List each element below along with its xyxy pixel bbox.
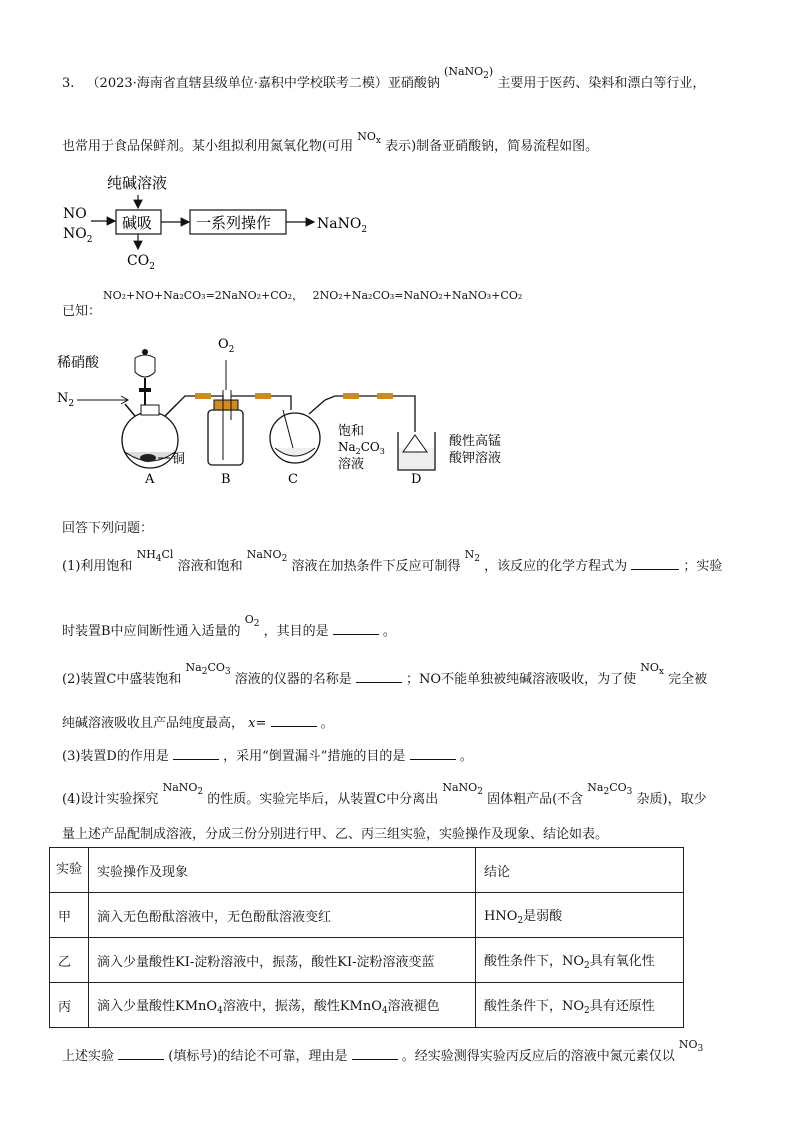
flow-box-absorb-label: 碱吸 xyxy=(122,214,153,232)
nox-sub: x xyxy=(375,136,381,146)
table-cell-id: 甲 xyxy=(50,893,89,938)
copper-piece xyxy=(140,454,156,462)
label-o2: $O_2$ xyxy=(218,337,235,355)
flow-input-no: NO xyxy=(63,206,87,222)
q1-text-e: ；实验 xyxy=(683,559,723,574)
q4-line2: 量上述产品配制成溶液，分成三份分别进行甲、乙、丙三组实验，实验操作及现象、结论如表。 xyxy=(62,827,609,842)
label-saturated: 饱和 xyxy=(338,424,365,439)
label-solution: 溶液 xyxy=(338,457,365,472)
question-source: （2023·海南省直辖县级单位·嘉积中学校联考二模）亚硝酸钠 xyxy=(86,76,440,91)
final-text-b: (填标号)的结论不可靠，理由是 xyxy=(168,1049,348,1064)
q2-text-c: ；NO不能单独被纯碱溶液吸收，为了使 xyxy=(406,672,637,687)
label-na2co3: $Na_2CO_3$ xyxy=(338,440,385,456)
q2-x-equals: x= xyxy=(248,716,267,731)
known-label: 已知： xyxy=(62,304,102,319)
line2-text-b: 表示)制备亚硝酸钠，简易流程如图。 xyxy=(385,139,599,154)
q1-text-b: 溶液和饱和 xyxy=(177,559,243,574)
q4-line1 xyxy=(62,781,707,809)
q2-answer-blank-1[interactable] xyxy=(356,682,402,683)
q1-text-g: ，其目的是 xyxy=(263,624,329,639)
final-answer-blank-2[interactable] xyxy=(352,1059,398,1060)
flow-input-no2: $NO_2$ xyxy=(63,226,93,245)
formula-nano2-q1: NaNO2 xyxy=(246,548,288,564)
formula-sub: 2 xyxy=(483,71,489,81)
bottle-b xyxy=(208,410,243,465)
q1-text-c: 溶液在加热条件下反应可制得 xyxy=(291,559,461,574)
formula-o2-q1: O2 xyxy=(244,613,260,629)
q4-text-b: 的性质。实验完毕后，从装置C中分离出 xyxy=(207,792,439,807)
flow-byproduct: $CO_2$ xyxy=(127,253,155,272)
label-n2: $N_2$ xyxy=(57,391,75,409)
formula-n2-q1: N2 xyxy=(464,548,480,564)
q4-text-c: 固体粗产品(不含 xyxy=(487,792,584,807)
table-row xyxy=(50,893,684,938)
formula-nox-q2: NOx xyxy=(640,661,664,677)
label-d: D xyxy=(411,472,422,487)
flow-diagram xyxy=(55,170,385,275)
table-header-id: 实验 xyxy=(50,848,89,893)
table-cell-operation: 滴入少量酸性KI-淀粉溶液中，振荡，酸性KI-淀粉溶液变蓝 xyxy=(89,938,476,983)
flow-output: NaNO$_2$ xyxy=(317,216,368,235)
apparatus-diagram xyxy=(55,330,525,490)
nox-text: NO xyxy=(357,130,376,143)
q4-text-d: 杂质)，取少 xyxy=(636,792,707,807)
q2-text-f: 。 xyxy=(320,716,334,731)
table-cell-id: 乙 xyxy=(50,938,89,983)
label-copper: 铜 xyxy=(172,452,186,467)
formula-nano2-q4b: NaNO2 xyxy=(442,781,483,797)
formula-no3: NO3 xyxy=(678,1038,704,1054)
q1-text-a: (1)利用饱和 xyxy=(62,559,133,574)
q4-text-a: (4)设计实验探究 xyxy=(62,792,159,807)
question-line-2 xyxy=(62,130,599,156)
q2-line2 xyxy=(62,712,334,731)
q1-line2 xyxy=(62,613,396,641)
formula-nano2-q4a: NaNO2 xyxy=(162,781,204,797)
answer-prompt: 回答下列问题： xyxy=(62,521,154,536)
q1-text-f: 时装置B中应间断性通入适量的 xyxy=(62,624,241,639)
formula-text: NaNO xyxy=(448,65,484,78)
final-text-a: 上述实验 xyxy=(62,1049,115,1064)
q1-text-d: ，该反应的化学方程式为 xyxy=(484,559,628,574)
q2-text-d: 完全被 xyxy=(668,672,708,687)
q1-answer-blank-1[interactable] xyxy=(631,569,679,570)
table-row xyxy=(50,938,684,983)
flow-top-reagent: 纯碱溶液 xyxy=(107,174,168,192)
table-header-operation: 实验操作及现象 xyxy=(89,848,476,893)
q3-answer-blank-2[interactable] xyxy=(410,759,456,760)
final-line xyxy=(62,1038,704,1066)
q2-text-a: (2)装置C中盛装饱和 xyxy=(62,672,182,687)
flow-box-operations-label: 一系列操作 xyxy=(196,214,272,232)
table-cell-conclusion: $HNO_2$是弱酸 xyxy=(476,893,684,938)
known-eq-2: 2NO₂+Na₂CO₃=NaNO₂+NaNO₃+CO₂ xyxy=(312,289,523,302)
table-cell-id: 丙 xyxy=(50,983,89,1028)
table-cell-operation: 滴入少量酸性KMnO$_4$溶液中，振荡，酸性KMnO$_4$溶液褪色 xyxy=(89,983,476,1028)
known-eq-1: NO₂+NO+Na₂CO₃=2NaNO₂+CO₂， xyxy=(103,289,304,302)
q2-text-b: 溶液的仪器的名称是 xyxy=(234,672,352,687)
question-header xyxy=(62,65,706,93)
q1-line1 xyxy=(62,548,723,576)
q2-answer-blank-2[interactable] xyxy=(271,726,317,727)
formula-na2co3-q2: Na2CO3 xyxy=(185,661,231,677)
table-cell-operation: 滴入无色酚酞溶液中，无色酚酞溶液变红 xyxy=(89,893,476,938)
q1-answer-blank-2[interactable] xyxy=(333,634,379,635)
q2-line1 xyxy=(62,661,708,689)
question-intro-rest: 主要用于医药、染料和漂白等行业， xyxy=(497,76,706,91)
q3-text-a: (3)装置D的作用是 xyxy=(62,749,169,764)
label-b: B xyxy=(221,472,231,487)
table-header-conclusion: 结论 xyxy=(476,848,684,893)
label-dilute-nitric: 稀硝酸 xyxy=(57,355,99,371)
label-c: C xyxy=(288,472,298,487)
q2-text-e: 纯碱溶液吸收且产品纯度最高， xyxy=(62,716,245,731)
q3-text-c: 。 xyxy=(459,749,473,764)
table-header-row xyxy=(50,848,684,893)
results-table xyxy=(49,847,684,1028)
q1-text-h: 。 xyxy=(382,624,396,639)
q3-answer-blank-1[interactable] xyxy=(173,759,219,760)
question-number: 3. xyxy=(62,76,75,91)
formula-nox xyxy=(357,130,381,146)
label-a: A xyxy=(145,472,155,487)
final-answer-blank-1[interactable] xyxy=(118,1059,164,1060)
formula-nh4cl: NH4Cl xyxy=(136,548,174,564)
known-equations xyxy=(103,287,522,303)
q3-line xyxy=(62,745,473,764)
table-row xyxy=(50,983,684,1028)
q3-text-b: ，采用“倒置漏斗”措施的目的是 xyxy=(223,749,406,764)
table-cell-conclusion: 酸性条件下，$NO_2$具有还原性 xyxy=(476,983,684,1028)
label-kmno4-1: 酸性高锰 xyxy=(449,434,502,449)
label-kmno4-2: 酸钾溶液 xyxy=(449,451,502,466)
final-text-c: 。经实验测得实验丙反应后的溶液中氮元素仅以 xyxy=(401,1049,675,1064)
line2-text-a: 也常用于食品保鲜剂。某小组拟利用氮氧化物(可用 xyxy=(62,139,354,154)
table-cell-conclusion: 酸性条件下，$NO_2$具有氧化性 xyxy=(476,938,684,983)
formula-na2co3-q4: Na2CO3 xyxy=(587,781,633,797)
formula-nano2: (NaNO2) xyxy=(444,65,494,81)
